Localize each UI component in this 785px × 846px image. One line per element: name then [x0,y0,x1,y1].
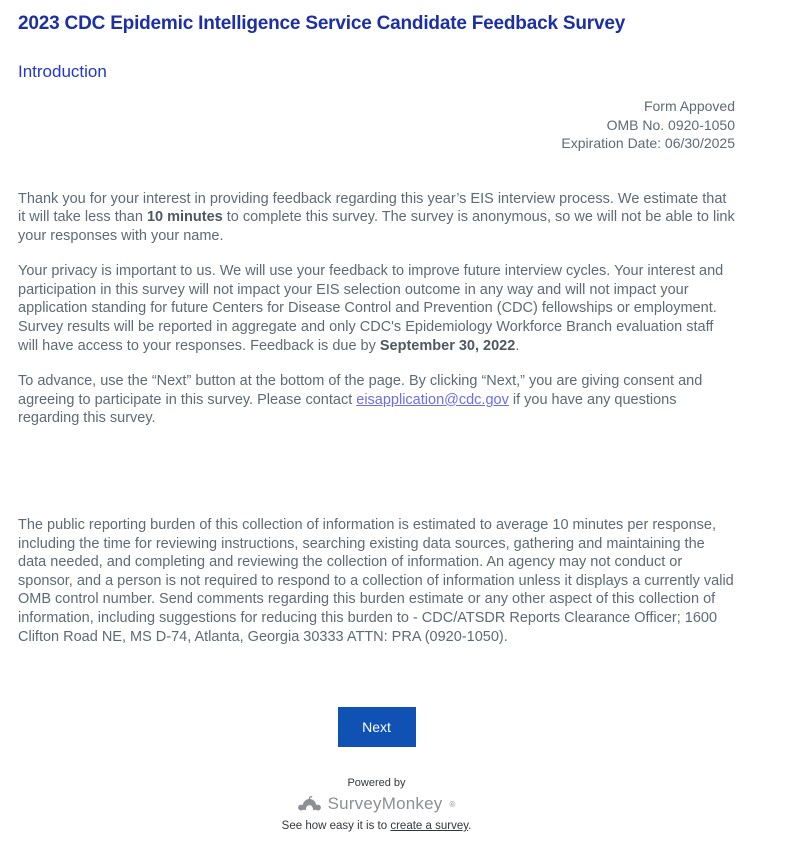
p1-text-after: to complete this survey. The survey is anonymous, so we will not be able to link your responses with your name. [18,209,735,244]
surveymonkey-brand-row[interactable] [18,794,735,814]
surveymonkey-wordmark: SurveyMonkey [327,794,443,814]
omb-number-line: OMB No. 0920-1050 [606,116,735,133]
powered-by-label: Powered by [347,777,406,790]
create-survey-link[interactable]: create a survey [390,820,469,833]
expiration-date-line: Expiration Date: 06/30/2025 [561,135,735,151]
p2-bold-due-date: September 30, 2022 [379,337,516,354]
p3-text-after: if you have any questions regarding this survey. [18,391,677,427]
surveymonkey-footer [18,777,735,832]
form-approved-line: Form Appoved [643,98,735,114]
trademark-symbol: ® [449,799,456,809]
p2-text: Your privacy is important to us. We will use your feedback to improve future interview cycles. Your interest and participation in this survey will not impact your EIS selection outcome in any way and will not impact your application standing for future Centers for Disease Control and Prevention (CDC) fellowships or employment. Survey results will be reported in aggregate and only CDC's Epidemiology Workforce Branch evaluation staff will have access to your responses. Feedback is due by [18,263,724,354]
see-text: See how easy it is to [281,820,391,833]
survey-title: 2023 CDC Epidemic Intelligence Service Candidate Feedback Survey [18,13,626,34]
email-link[interactable]: eisapplication@cdc.gov [356,391,509,408]
section-title-introduction: Introduction [18,62,107,81]
omb-approval-block [18,97,735,153]
intro-paragraph-1 [18,190,735,246]
surveymonkey-logo-icon [298,795,321,814]
burden-statement-paragraph: The public reporting burden of this collection of information is estimated to average 10 minutes per response, including the time for reviewing instructions, searching existing data sources, gathering and maintaining the data needed, and completing and reviewing the collection of information. An agency may not conduct or sponsor, and a person is not required to respond to a collection of information unless it displays a currently valid OMB control number. Send comments regarding this burden estimate or any other aspect of this collection of information, including suggestions for reducing this burden to - CDC/ATSDR Reports Clearance Officer; 1600 Clifton Road NE, MS D-74, Atlanta, Georgia 30333 ATTN: PRA (0920-1050). [18,517,734,645]
spacer [18,428,735,499]
intro-paragraph-2 [18,262,735,355]
p1-text: Thank you for your interest in providing feedback regarding this year’s EIS interview process. We estimate that it will take less than [18,190,727,226]
see-text-after: . [468,820,472,833]
navigation-row [18,707,735,747]
p1-bold-10-minutes: 10 minutes [146,209,223,226]
p2-text-after: . [515,337,520,354]
create-survey-row [18,820,735,832]
intro-paragraph-3 [18,372,735,428]
p3-text: To advance, use the “Next” button at the bottom of the page. By clicking “Next,” you are giving consent and agreeing to participate in this survey. Please contact [18,373,703,408]
next-button[interactable]: Next [338,707,416,747]
